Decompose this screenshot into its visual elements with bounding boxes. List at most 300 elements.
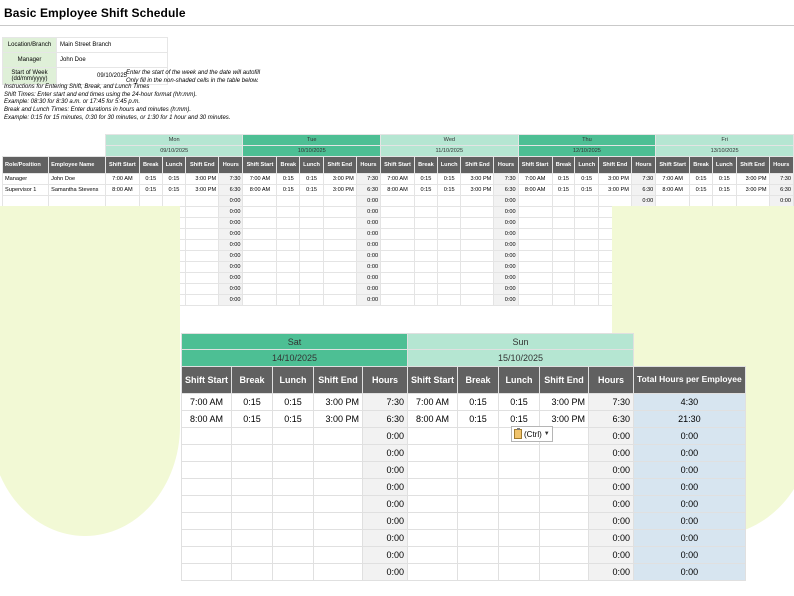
lunch-cell[interactable]: [437, 240, 461, 251]
shift-end-cell[interactable]: [461, 218, 494, 229]
day-name-tue: Tue: [243, 135, 381, 146]
break-cell[interactable]: 0:15: [415, 185, 438, 196]
break-cell[interactable]: [232, 512, 273, 529]
lunch-cell[interactable]: 0:15: [273, 393, 314, 410]
column-header-shift-start: Shift Start: [518, 157, 552, 174]
lunch-cell[interactable]: [437, 229, 461, 240]
lunch-cell[interactable]: [499, 495, 540, 512]
table-row: [182, 546, 746, 563]
shift-end-cell[interactable]: [461, 207, 494, 218]
shift-start-cell[interactable]: [518, 251, 552, 262]
break-cell[interactable]: [458, 529, 499, 546]
shift-end-cell[interactable]: 3:00 PM: [314, 410, 363, 427]
break-cell[interactable]: [415, 207, 438, 218]
instruction-line: Break and Lunch Times: Enter durations in hours and minutes (h:mm).: [4, 107, 192, 114]
shift-start-cell[interactable]: [105, 196, 139, 207]
break-cell[interactable]: [552, 284, 575, 295]
shift-end-cell[interactable]: 3:00 PM: [736, 185, 769, 196]
hours-cell: 0:00: [356, 251, 380, 262]
shift-start-cell[interactable]: [381, 196, 415, 207]
employee-name-cell[interactable]: [49, 196, 106, 207]
break-cell[interactable]: [552, 240, 575, 251]
shift-start-cell[interactable]: [381, 251, 415, 262]
shift-start-cell[interactable]: [182, 563, 232, 580]
shift-end-cell[interactable]: [323, 218, 356, 229]
table-row: [182, 512, 746, 529]
shift-start-cell[interactable]: [381, 284, 415, 295]
shift-end-cell[interactable]: [540, 546, 589, 563]
break-cell[interactable]: [277, 262, 300, 273]
break-cell[interactable]: [690, 196, 713, 207]
shift-end-cell[interactable]: [540, 461, 589, 478]
shift-end-cell[interactable]: [323, 251, 356, 262]
shift-end-cell[interactable]: [186, 229, 219, 240]
break-cell[interactable]: [139, 196, 162, 207]
lunch-cell[interactable]: [300, 284, 324, 295]
break-cell[interactable]: [415, 218, 438, 229]
shift-end-cell[interactable]: [323, 273, 356, 284]
lunch-cell[interactable]: [437, 218, 461, 229]
lunch-cell[interactable]: [437, 207, 461, 218]
shift-start-cell[interactable]: [182, 461, 232, 478]
lunch-cell[interactable]: [273, 444, 314, 461]
column-header-lunch: Lunch: [162, 157, 186, 174]
shift-start-cell[interactable]: 8:00 AM: [182, 410, 232, 427]
break-cell[interactable]: [415, 295, 438, 306]
shift-end-cell[interactable]: [540, 444, 589, 461]
hours-cell: 0:00: [356, 284, 380, 295]
shift-end-cell[interactable]: [736, 196, 769, 207]
day-date: 09/10/2025: [105, 146, 243, 157]
shift-start-cell[interactable]: 7:00 AM: [381, 174, 415, 185]
shift-start-cell[interactable]: 8:00 AM: [381, 185, 415, 196]
break-cell[interactable]: [552, 229, 575, 240]
shift-end-cell[interactable]: [314, 529, 363, 546]
shift-start-cell[interactable]: [182, 495, 232, 512]
shift-end-cell[interactable]: 3:00 PM: [323, 185, 356, 196]
lunch-cell[interactable]: [273, 529, 314, 546]
break-cell[interactable]: 0:15: [232, 393, 273, 410]
break-cell[interactable]: [232, 546, 273, 563]
break-cell[interactable]: [232, 529, 273, 546]
shift-end-cell[interactable]: 3:00 PM: [599, 185, 632, 196]
break-cell[interactable]: [232, 444, 273, 461]
instruction-line: Shift Times: Enter start and end times using the 24-hour format (hh:mm).: [4, 91, 198, 98]
shift-end-cell[interactable]: [314, 461, 363, 478]
shift-end-cell[interactable]: [314, 546, 363, 563]
shift-end-cell[interactable]: 3:00 PM: [461, 185, 494, 196]
lunch-cell[interactable]: 0:15: [162, 174, 186, 185]
shift-end-cell[interactable]: 3:00 PM: [186, 185, 219, 196]
shift-start-cell[interactable]: [518, 196, 552, 207]
lunch-cell[interactable]: 0:15: [575, 185, 599, 196]
shift-end-cell[interactable]: [186, 295, 219, 306]
shift-start-cell[interactable]: [243, 196, 277, 207]
lunch-cell[interactable]: [437, 251, 461, 262]
break-cell[interactable]: [232, 461, 273, 478]
break-cell[interactable]: [415, 251, 438, 262]
shift-start-cell[interactable]: [182, 478, 232, 495]
shift-start-cell[interactable]: [381, 295, 415, 306]
shift-start-cell[interactable]: [518, 240, 552, 251]
shift-end-cell[interactable]: [461, 240, 494, 251]
shift-start-cell[interactable]: 8:00 AM: [518, 185, 552, 196]
shift-end-cell[interactable]: [461, 273, 494, 284]
shift-start-cell[interactable]: [243, 295, 277, 306]
shift-end-cell[interactable]: 3:00 PM: [314, 393, 363, 410]
shift-end-cell[interactable]: [540, 495, 589, 512]
shift-start-cell[interactable]: [381, 229, 415, 240]
break-cell[interactable]: [552, 196, 575, 207]
lunch-cell[interactable]: [575, 273, 599, 284]
lunch-cell[interactable]: [499, 461, 540, 478]
hours-cell: 7:30: [631, 174, 655, 185]
break-cell[interactable]: [277, 207, 300, 218]
start-week-cell[interactable]: 09/10/2025: [57, 68, 168, 85]
shift-end-cell[interactable]: [540, 563, 589, 580]
shift-end-cell[interactable]: [323, 262, 356, 273]
lunch-cell[interactable]: [437, 196, 461, 207]
lunch-cell[interactable]: [499, 546, 540, 563]
shift-start-cell[interactable]: 7:00 AM: [656, 174, 690, 185]
shift-end-cell[interactable]: 3:00 PM: [461, 174, 494, 185]
break-cell[interactable]: [552, 218, 575, 229]
lunch-cell[interactable]: [300, 218, 324, 229]
break-cell[interactable]: 0:15: [277, 174, 300, 185]
break-cell[interactable]: [232, 427, 273, 444]
shift-end-cell[interactable]: [540, 529, 589, 546]
shift-start-cell[interactable]: [408, 563, 458, 580]
shift-start-cell[interactable]: [243, 273, 277, 284]
break-cell[interactable]: [552, 207, 575, 218]
shift-start-cell[interactable]: [182, 512, 232, 529]
lunch-cell[interactable]: 0:15: [712, 174, 736, 185]
lunch-cell[interactable]: 0:15: [499, 410, 540, 427]
break-cell[interactable]: [552, 251, 575, 262]
zoom-lens-left: [0, 206, 180, 536]
lunch-cell[interactable]: [273, 427, 314, 444]
lunch-cell[interactable]: [575, 240, 599, 251]
shift-start-cell[interactable]: [408, 529, 458, 546]
break-cell[interactable]: [277, 251, 300, 262]
break-cell[interactable]: [415, 284, 438, 295]
shift-end-cell[interactable]: [323, 240, 356, 251]
lunch-cell[interactable]: 0:15: [575, 174, 599, 185]
break-cell[interactable]: 0:15: [232, 410, 273, 427]
shift-start-cell[interactable]: 7:00 AM: [243, 174, 277, 185]
break-cell[interactable]: 0:15: [552, 185, 575, 196]
lunch-cell[interactable]: [300, 262, 324, 273]
shift-start-cell[interactable]: [518, 295, 552, 306]
shift-end-cell[interactable]: [461, 262, 494, 273]
lunch-cell[interactable]: [273, 478, 314, 495]
day-date: 15/10/2025: [408, 350, 634, 367]
break-cell[interactable]: 0:15: [277, 185, 300, 196]
shift-start-cell[interactable]: [381, 262, 415, 273]
lunch-cell[interactable]: [273, 461, 314, 478]
lunch-cell[interactable]: [575, 284, 599, 295]
break-cell[interactable]: [458, 444, 499, 461]
shift-end-cell[interactable]: [461, 196, 494, 207]
break-cell[interactable]: [458, 512, 499, 529]
break-cell[interactable]: [458, 563, 499, 580]
hours-cell: 0:00: [631, 196, 655, 207]
break-cell[interactable]: 0:15: [415, 174, 438, 185]
shift-start-cell[interactable]: [656, 196, 690, 207]
column-header-lunch: Lunch: [499, 366, 540, 393]
lunch-cell[interactable]: [300, 229, 324, 240]
hours-cell: 6:30: [356, 185, 380, 196]
break-cell[interactable]: 0:15: [552, 174, 575, 185]
shift-start-cell[interactable]: [381, 207, 415, 218]
shift-end-cell[interactable]: 3:00 PM: [736, 174, 769, 185]
shift-end-cell[interactable]: [186, 196, 219, 207]
column-header-shift-start: Shift Start: [243, 157, 277, 174]
employee-name-cell[interactable]: Samantha Stevens: [49, 185, 106, 196]
lunch-cell[interactable]: [499, 444, 540, 461]
role-cell[interactable]: [3, 196, 49, 207]
shift-start-cell[interactable]: [243, 229, 277, 240]
break-cell[interactable]: [232, 563, 273, 580]
break-cell[interactable]: [277, 273, 300, 284]
shift-end-cell[interactable]: 3:00 PM: [540, 393, 589, 410]
column-header-shift-start: Shift Start: [381, 157, 415, 174]
shift-end-cell[interactable]: [599, 196, 632, 207]
lunch-cell[interactable]: [575, 262, 599, 273]
lunch-cell[interactable]: 0:15: [499, 393, 540, 410]
shift-start-cell[interactable]: [408, 478, 458, 495]
shift-start-cell[interactable]: [518, 218, 552, 229]
shift-end-cell[interactable]: 3:00 PM: [540, 410, 589, 427]
shift-start-cell[interactable]: [182, 444, 232, 461]
hours-cell: 0:00: [363, 563, 408, 580]
shift-end-cell[interactable]: [186, 273, 219, 284]
hours-cell: 0:00: [363, 529, 408, 546]
break-cell[interactable]: [232, 478, 273, 495]
shift-end-cell[interactable]: [314, 478, 363, 495]
lunch-cell[interactable]: [575, 229, 599, 240]
shift-end-cell[interactable]: [186, 251, 219, 262]
break-cell[interactable]: [415, 229, 438, 240]
shift-start-cell[interactable]: 7:00 AM: [105, 174, 139, 185]
shift-start-cell[interactable]: [243, 218, 277, 229]
shift-start-cell[interactable]: 7:00 AM: [518, 174, 552, 185]
day-date: 10/10/2025: [243, 146, 381, 157]
shift-end-cell[interactable]: [461, 229, 494, 240]
lunch-cell[interactable]: 0:15: [162, 185, 186, 196]
table-row: [182, 393, 746, 410]
shift-start-cell[interactable]: [182, 546, 232, 563]
lunch-cell[interactable]: [437, 284, 461, 295]
shift-start-cell[interactable]: [243, 251, 277, 262]
break-cell[interactable]: 0:15: [458, 393, 499, 410]
hours-cell: 0:00: [219, 284, 243, 295]
break-cell[interactable]: [458, 546, 499, 563]
day-name-mon: Mon: [105, 135, 243, 146]
shift-start-cell[interactable]: [381, 218, 415, 229]
shift-end-cell[interactable]: [323, 207, 356, 218]
break-cell[interactable]: [232, 495, 273, 512]
shift-start-cell[interactable]: 8:00 AM: [656, 185, 690, 196]
lunch-cell[interactable]: [437, 273, 461, 284]
shift-start-cell[interactable]: [182, 529, 232, 546]
shift-end-cell[interactable]: [540, 512, 589, 529]
shift-start-cell[interactable]: [408, 512, 458, 529]
manager-cell[interactable]: John Doe: [57, 53, 168, 68]
location-cell[interactable]: Main Street Branch: [57, 38, 168, 53]
lunch-cell[interactable]: 0:15: [273, 410, 314, 427]
shift-start-cell[interactable]: [518, 207, 552, 218]
break-cell[interactable]: [458, 495, 499, 512]
shift-end-cell[interactable]: 3:00 PM: [599, 174, 632, 185]
column-header-break: Break: [232, 366, 273, 393]
hours-cell: 0:00: [356, 240, 380, 251]
total-hours-cell: 0:00: [634, 512, 746, 529]
break-cell[interactable]: [277, 295, 300, 306]
shift-end-cell[interactable]: [323, 284, 356, 295]
hours-cell: 6:30: [589, 410, 634, 427]
lunch-cell[interactable]: 0:15: [300, 185, 324, 196]
lunch-cell[interactable]: 0:15: [437, 185, 461, 196]
shift-end-cell[interactable]: [314, 444, 363, 461]
shift-end-cell[interactable]: [186, 262, 219, 273]
hours-cell: 0:00: [219, 229, 243, 240]
shift-start-cell[interactable]: [408, 546, 458, 563]
lunch-cell[interactable]: [712, 196, 736, 207]
shift-start-cell[interactable]: [381, 240, 415, 251]
lunch-cell[interactable]: [300, 295, 324, 306]
shift-end-cell[interactable]: [461, 284, 494, 295]
break-cell[interactable]: [458, 427, 499, 444]
lunch-cell[interactable]: [575, 196, 599, 207]
shift-start-cell[interactable]: [518, 284, 552, 295]
shift-start-cell[interactable]: 7:00 AM: [408, 393, 458, 410]
lunch-cell[interactable]: 0:15: [712, 185, 736, 196]
lunch-cell[interactable]: [437, 262, 461, 273]
instructions: [4, 84, 230, 123]
shift-end-cell[interactable]: [186, 284, 219, 295]
lunch-cell[interactable]: [499, 478, 540, 495]
shift-end-cell[interactable]: [323, 229, 356, 240]
column-header-lunch: Lunch: [712, 157, 736, 174]
hours-cell: 0:00: [589, 444, 634, 461]
break-cell[interactable]: 0:15: [690, 174, 713, 185]
shift-start-cell[interactable]: [408, 461, 458, 478]
lunch-cell[interactable]: [300, 240, 324, 251]
column-header-shift-end: Shift End: [736, 157, 769, 174]
shift-end-cell[interactable]: [314, 563, 363, 580]
shift-end-cell[interactable]: [323, 196, 356, 207]
shift-start-cell[interactable]: 8:00 AM: [243, 185, 277, 196]
paste-options-button[interactable]: [511, 426, 553, 442]
break-cell[interactable]: [415, 240, 438, 251]
lunch-cell[interactable]: [575, 295, 599, 306]
shift-start-cell[interactable]: [243, 240, 277, 251]
break-cell[interactable]: [415, 262, 438, 273]
table-row: [182, 563, 746, 580]
shift-start-cell[interactable]: 8:00 AM: [105, 185, 139, 196]
break-cell[interactable]: [552, 295, 575, 306]
break-cell[interactable]: [415, 273, 438, 284]
lunch-cell[interactable]: [273, 512, 314, 529]
lunch-cell[interactable]: [575, 218, 599, 229]
break-cell[interactable]: 0:15: [139, 174, 162, 185]
shift-start-cell[interactable]: 8:00 AM: [408, 410, 458, 427]
lunch-cell[interactable]: [162, 196, 186, 207]
break-cell[interactable]: [415, 196, 438, 207]
lunch-cell[interactable]: [499, 529, 540, 546]
shift-start-cell[interactable]: [243, 207, 277, 218]
role-cell[interactable]: Supervisor 1: [3, 185, 49, 196]
lunch-cell[interactable]: [300, 207, 324, 218]
lunch-cell[interactable]: [499, 563, 540, 580]
shift-start-cell[interactable]: [518, 262, 552, 273]
lunch-cell[interactable]: 0:15: [437, 174, 461, 185]
shift-end-cell[interactable]: [461, 251, 494, 262]
role-cell[interactable]: Manager: [3, 174, 49, 185]
shift-end-cell[interactable]: [314, 427, 363, 444]
shift-start-cell[interactable]: [408, 495, 458, 512]
shift-end-cell[interactable]: [314, 512, 363, 529]
lunch-cell[interactable]: [300, 273, 324, 284]
shift-end-cell[interactable]: [186, 218, 219, 229]
shift-start-cell[interactable]: [243, 262, 277, 273]
break-cell[interactable]: [277, 240, 300, 251]
lunch-cell[interactable]: 0:15: [300, 174, 324, 185]
shift-start-cell[interactable]: 7:00 AM: [182, 393, 232, 410]
lunch-cell[interactable]: [437, 295, 461, 306]
shift-end-cell[interactable]: [323, 295, 356, 306]
shift-end-cell[interactable]: [186, 240, 219, 251]
lunch-cell[interactable]: [273, 546, 314, 563]
shift-start-cell[interactable]: [518, 229, 552, 240]
shift-end-cell[interactable]: [314, 495, 363, 512]
break-cell[interactable]: [552, 273, 575, 284]
lunch-cell[interactable]: [300, 196, 324, 207]
lunch-cell[interactable]: [273, 495, 314, 512]
shift-end-cell[interactable]: [186, 207, 219, 218]
lunch-cell[interactable]: [499, 512, 540, 529]
shift-end-cell[interactable]: 3:00 PM: [186, 174, 219, 185]
break-cell[interactable]: 0:15: [458, 410, 499, 427]
lunch-cell[interactable]: [273, 563, 314, 580]
shift-end-cell[interactable]: [461, 295, 494, 306]
break-cell[interactable]: [552, 262, 575, 273]
shift-start-cell[interactable]: [518, 273, 552, 284]
break-cell[interactable]: 0:15: [139, 185, 162, 196]
shift-start-cell[interactable]: [408, 444, 458, 461]
shift-end-cell[interactable]: 3:00 PM: [323, 174, 356, 185]
break-cell[interactable]: [277, 229, 300, 240]
break-cell[interactable]: [458, 478, 499, 495]
shift-start-cell[interactable]: [243, 284, 277, 295]
shift-start-cell[interactable]: [182, 427, 232, 444]
employee-name-cell[interactable]: John Doe: [49, 174, 106, 185]
lunch-cell[interactable]: [300, 251, 324, 262]
hours-cell: 0:00: [494, 295, 518, 306]
lunch-cell[interactable]: [575, 251, 599, 262]
break-cell[interactable]: [277, 284, 300, 295]
break-cell[interactable]: [277, 218, 300, 229]
shift-start-cell[interactable]: [381, 273, 415, 284]
break-cell[interactable]: [277, 196, 300, 207]
shift-start-cell[interactable]: [408, 427, 458, 444]
lunch-cell[interactable]: [575, 207, 599, 218]
break-cell[interactable]: [458, 461, 499, 478]
break-cell[interactable]: 0:15: [690, 185, 713, 196]
hours-cell: 0:00: [589, 461, 634, 478]
shift-end-cell[interactable]: [540, 478, 589, 495]
